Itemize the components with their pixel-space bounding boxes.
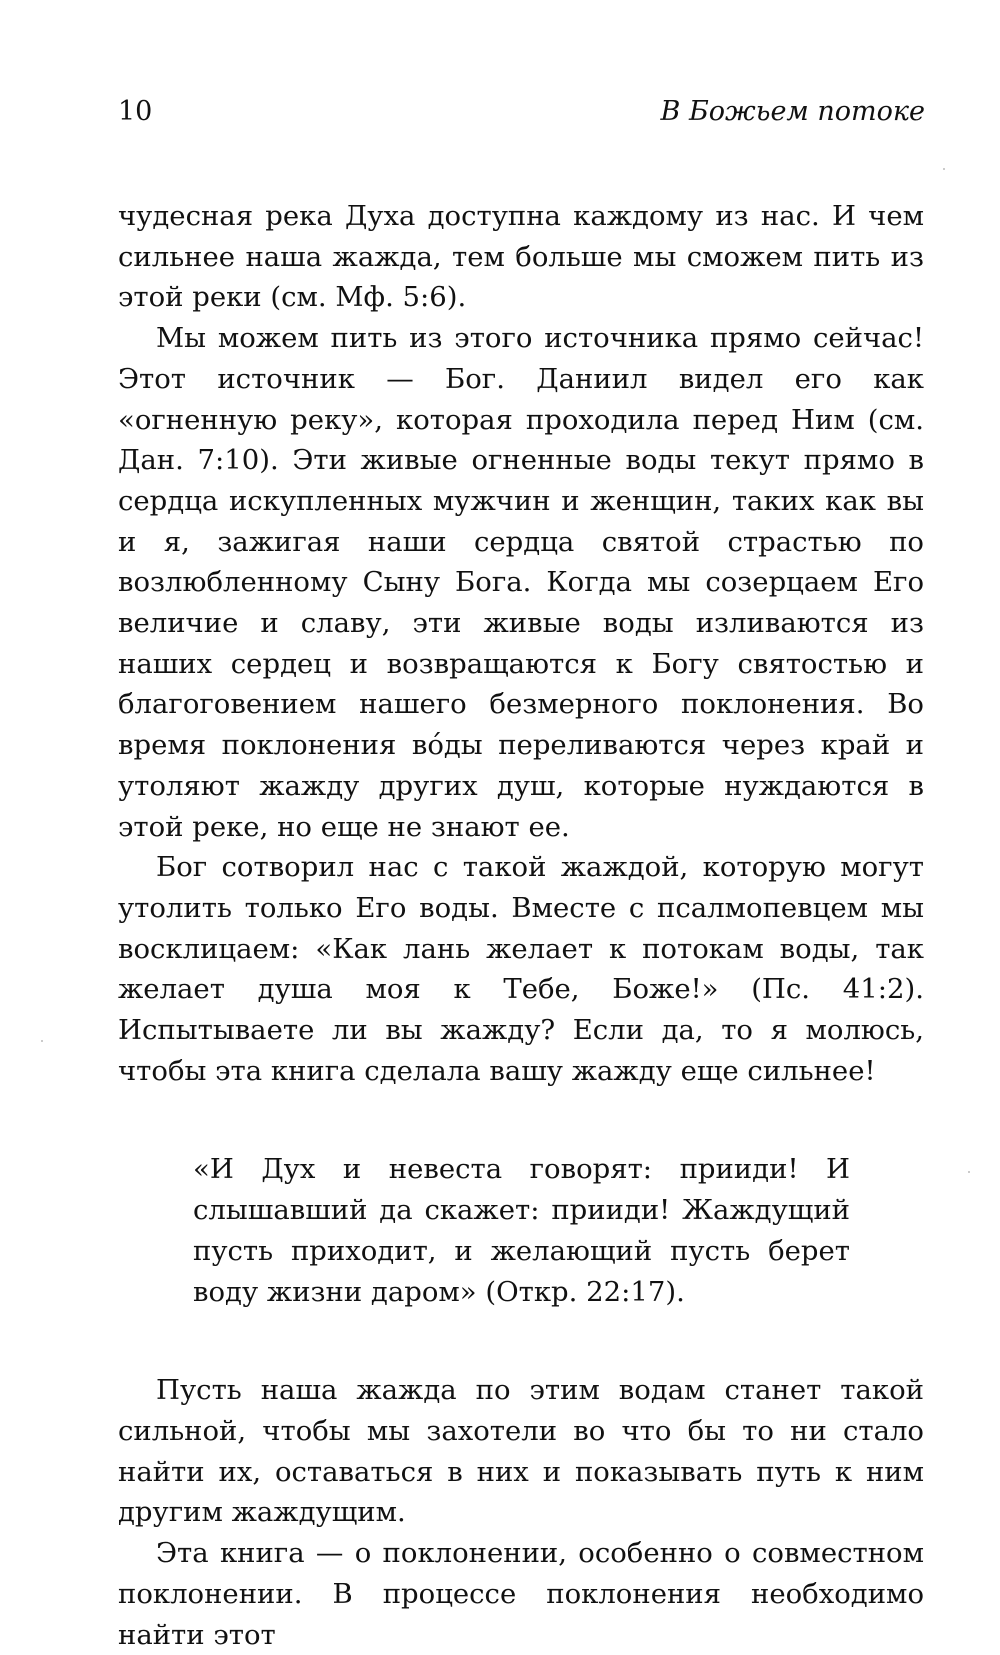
page-header — [118, 96, 925, 140]
page-number: 10 — [118, 96, 153, 127]
paper-fleck — [943, 168, 945, 170]
paragraph: Пусть наша жажда по этим водам станет такой сильной, чтобы мы захотели во что бы то ни стало найти их, оставаться в них и показывать путь к ним другим жаждущим. — [118, 1374, 924, 1529]
paragraph: Эта книга — о поклонении, особенно о совместном поклонении. В процессе поклонения необходимо найти этот — [118, 1537, 924, 1651]
scripture-quote: «И Дух и невеста говорят: прииди! И слышавший да скажет: прииди! Жаждущий пусть приходит, и желающий пусть берет воду жизни даром» (Откр. 22:17). — [193, 1153, 850, 1308]
body-text — [118, 196, 924, 1655]
paragraph: Бог сотворил нас с такой жаждой, которую могут утолить только Его воды. Вместе с псалмопевцем мы восклицаем: «Как лань желает к потокам воды, так желает душа моя к Тебе, Боже!» (Пс. 41:2). Испытываете ли вы жажду? Если да, то я молюсь, чтобы эта книга сделала вашу жажду еще сильнее! — [118, 851, 924, 1087]
paragraph: Мы можем пить из этого источника прямо сейчас! Этот источник — Бог. Даниил видел его как «огненную реку», которая проходила перед Ним (см. Дан. 7:10). Эти живые огненные воды текут прямо в сердца искупленных мужчин и женщин, таких как вы и я, зажигая наши сердца святой страстью по возлюбленному Сыну Бога. Когда мы созерцаем Его величие и славу, эти живые воды изливаются из наших сердец и возвращаются к Богу святостью и благоговением нашего безмерного поклонения. Во время поклонения во́ды переливаются через край и утоляют жажду других душ, которые нуждаются в этой реке, но еще не знают ее. — [118, 322, 924, 843]
paper-fleck — [41, 1040, 43, 1042]
running-title: В Божьем потоке — [660, 96, 925, 127]
paper-fleck — [968, 1171, 970, 1173]
paragraph: чудесная река Духа доступна каждому из нас. И чем сильнее наша жажда, тем больше мы сможем пить из этой реки (см. Мф. 5:6). — [118, 200, 924, 314]
